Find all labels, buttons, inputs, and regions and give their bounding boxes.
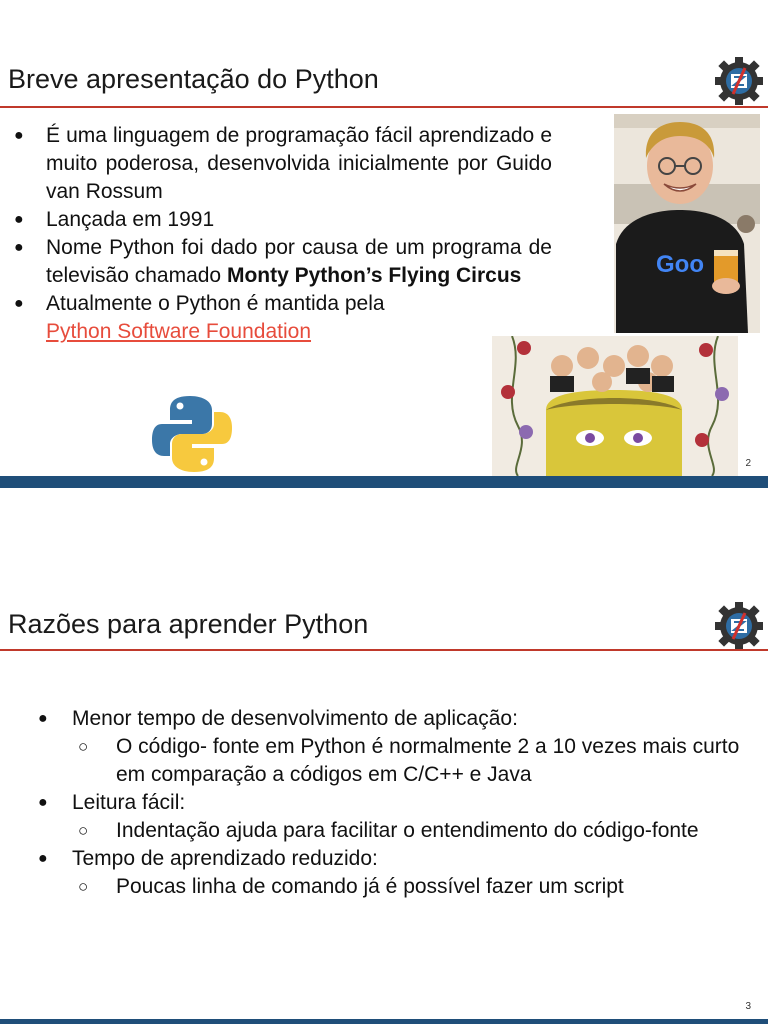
gear-logo-icon [714,601,764,651]
sub-list-item: ○ O código- fonte em Python é normalmente 2 a 10 vezes mais curto em comparação a códigos em C/C++ e Java [78,733,748,789]
list-item: ● Tempo de aprendizado reduzido: ○ Poucas linha de comando já é possível fazer um script [38,845,748,901]
show-name: Monty Python’s Flying Circus [226,264,522,287]
gear-logo-icon [714,56,764,106]
sub-list [78,817,748,845]
shirt-text: Goo [656,251,704,278]
slide-3 [0,585,768,1024]
sub-list [78,873,748,901]
psf-link[interactable]: Python Software Foundation [46,320,312,343]
list-item: ● Lançada em 1991 [12,206,552,234]
title-divider [0,106,768,108]
title-divider [0,649,768,651]
list-item: ● Menor tempo de desenvolvimento de aplicação: ○ O código- fonte em Python é normalmente 2 a 10 vezes mais curto em comparação a códigos em C/C++ e Java [38,705,748,789]
page-number: 2 [745,458,751,469]
python-logo-icon [150,394,234,474]
list-item: ● Nome Python foi dado por causa de um programa de televisão chamado Monty Python’s Flying Circus [12,234,552,290]
list-item: ● Leitura fácil: ○ Indentação ajuda para facilitar o entendimento do código-fonte [38,789,748,845]
page-number: 3 [745,1001,751,1012]
sub-list [78,733,748,789]
page-title: Razões para aprender Python [8,609,369,639]
page-title: Breve apresentação do Python [8,64,379,94]
slide-2 [0,40,768,488]
bottom-bar [0,476,768,488]
list-item: ● Atualmente o Python é mantida pela Python Software Foundation [12,290,552,346]
bottom-bar [0,1019,768,1024]
bullet-list [12,122,552,346]
sub-list-item: ○ Indentação ajuda para facilitar o entendimento do código-fonte [78,817,748,845]
list-item: ● É uma linguagem de programação fácil aprendizado e muito poderosa, desenvolvida inicialmente por Guido van Rossum [12,122,552,206]
guido-photo [614,114,760,333]
bullet-list [38,705,748,901]
monty-python-photo [492,336,738,476]
sub-list-item: ○ Poucas linha de comando já é possível fazer um script [78,873,748,901]
